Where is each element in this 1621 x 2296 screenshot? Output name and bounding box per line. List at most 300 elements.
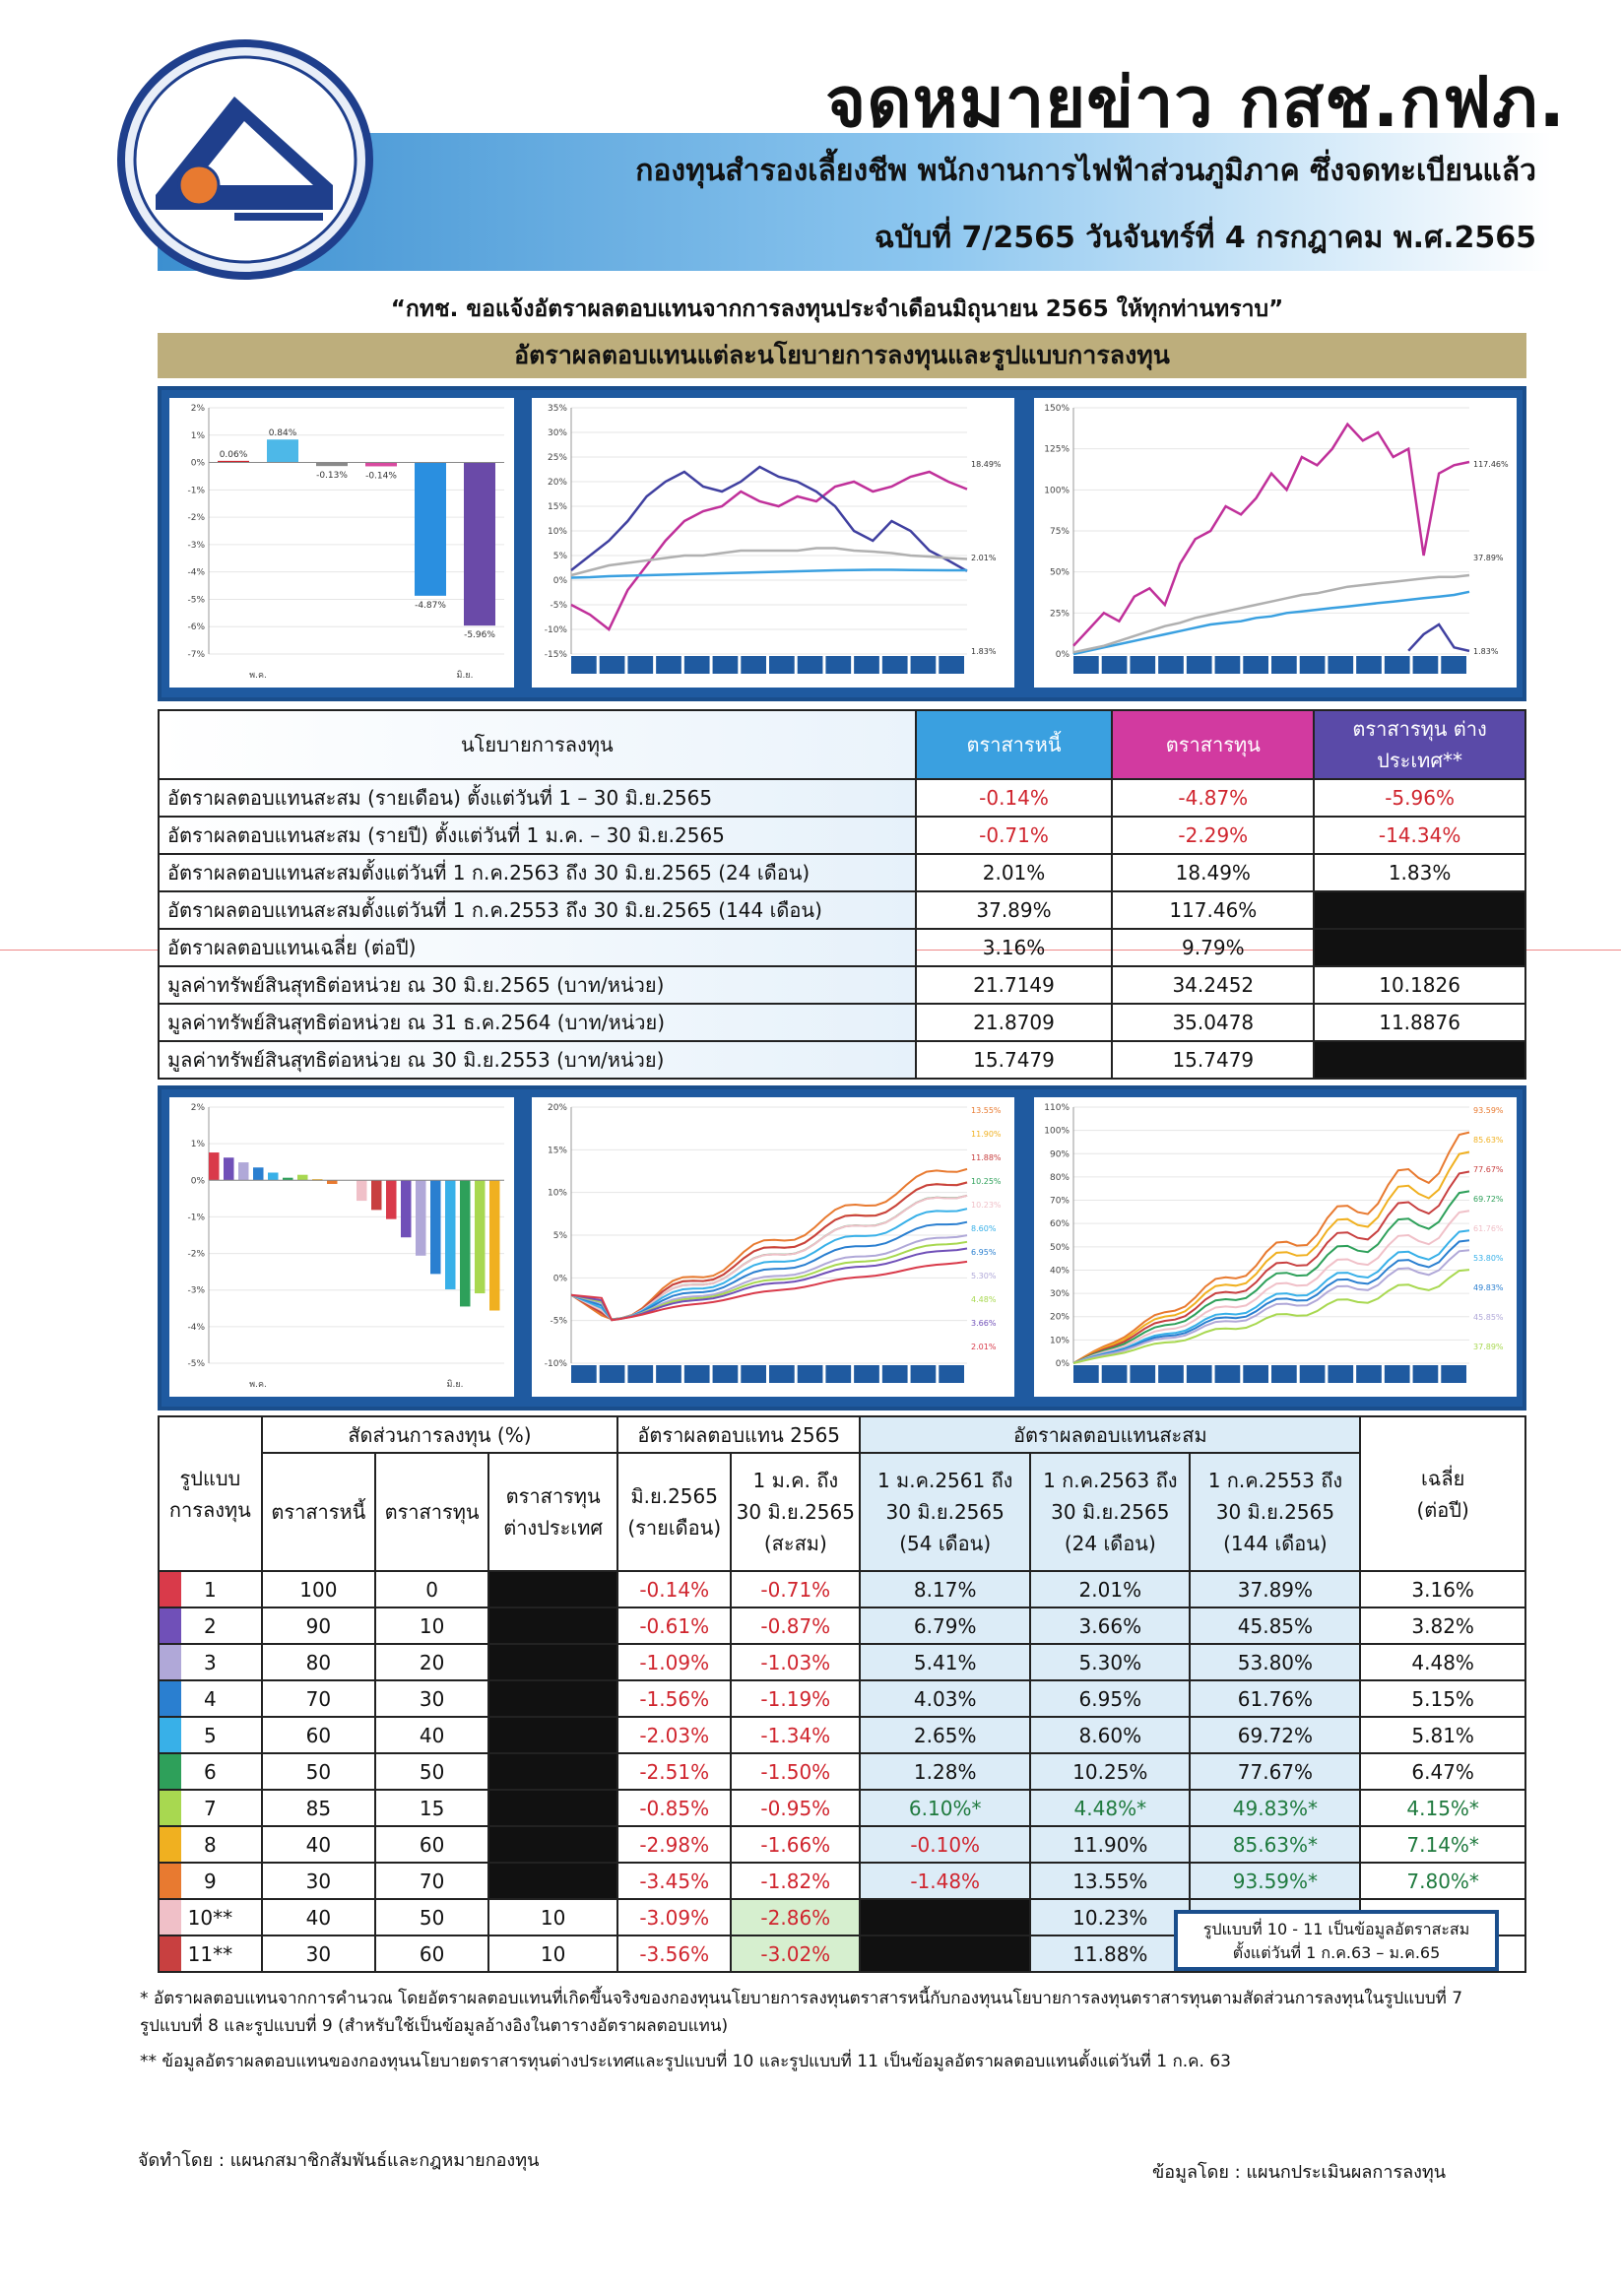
cell-equity: 40 — [375, 1717, 488, 1753]
x-tick-block — [882, 656, 908, 674]
x-tick-block — [939, 1365, 964, 1383]
x-tick-block — [1300, 1365, 1326, 1383]
col-ytd — [731, 1453, 860, 1571]
x-tick-block — [854, 1365, 879, 1383]
model-color-swatch — [160, 1827, 181, 1862]
bar — [445, 1180, 456, 1289]
cell-avg: 7.80%* — [1360, 1863, 1525, 1899]
cell-ytd: -1.34% — [731, 1717, 860, 1753]
table-row — [159, 1790, 1525, 1826]
cell-equity: 70 — [375, 1863, 488, 1899]
note-line-1: รูปแบบที่ 10 - 11 เป็นข้อมูลอัตราสะสม — [1202, 1920, 1470, 1938]
x-tick-block — [825, 1365, 851, 1383]
y-tick-label: 30% — [547, 428, 567, 438]
bar — [357, 1180, 367, 1201]
x-tick-block — [769, 656, 795, 674]
x-tick-block — [1158, 1365, 1184, 1383]
c54-sub: (54 เดือน) — [899, 1532, 992, 1555]
series-line — [1073, 1133, 1469, 1363]
x-tick-block — [600, 656, 625, 674]
model-color-swatch — [160, 1936, 181, 1971]
x-tick-block — [1130, 1365, 1155, 1383]
table-subheader-row — [159, 1453, 1525, 1571]
end-label: 11.88% — [971, 1153, 1002, 1162]
y-tick-label: -5% — [550, 601, 567, 611]
y-tick-label: 35% — [547, 404, 567, 414]
cell-month: -0.85% — [617, 1790, 731, 1826]
cell-c1: -0.14% — [916, 779, 1113, 817]
cell-c2: 15.7479 — [1112, 1041, 1314, 1079]
y-tick-label: -7% — [187, 650, 205, 660]
y-tick-label: 2% — [190, 1103, 205, 1113]
model-header-label: รูปแบบ การลงทุน — [168, 1466, 251, 1522]
cell-equity: 50 — [375, 1753, 488, 1790]
cell-debt: 60 — [262, 1717, 375, 1753]
y-tick-label: 100% — [1044, 1126, 1070, 1137]
end-label: 117.46% — [1473, 460, 1509, 469]
cell-ytd: -3.02% — [731, 1935, 860, 1972]
end-label: 69.72% — [1473, 1195, 1504, 1204]
cell-equity: 60 — [375, 1935, 488, 1972]
cell-cum54: -1.48% — [860, 1863, 1030, 1899]
cell-month: -1.56% — [617, 1680, 731, 1717]
table-row — [159, 1826, 1525, 1863]
cell-month: -2.98% — [617, 1826, 731, 1863]
cell-cum54: 2.65% — [860, 1717, 1030, 1753]
data-label: -0.13% — [316, 471, 348, 482]
row-label: มูลค่าทรัพย์สินสุทธิต่อหน่วย ณ 30 มิ.ย.2565 (บาท/หน่วย) — [159, 966, 916, 1004]
y-tick-label: -4% — [187, 1322, 205, 1333]
x-tick-block — [627, 656, 653, 674]
bar — [416, 1180, 426, 1256]
avg-label: เฉลี่ย — [1420, 1466, 1465, 1490]
x-tick-block — [627, 1365, 653, 1383]
x-tick-block — [656, 1365, 681, 1383]
x-tick-block — [713, 1365, 739, 1383]
table-row — [159, 779, 1525, 817]
cell-cum24: 6.95% — [1030, 1680, 1190, 1717]
y-tick-label: -10% — [544, 1359, 567, 1369]
end-label: 37.89% — [1473, 554, 1504, 562]
x-tick-block — [1102, 656, 1128, 674]
model-returns-table — [158, 1415, 1526, 1973]
x-tick-block — [1243, 656, 1268, 674]
avg-sub: (ต่อปี) — [1416, 1497, 1469, 1522]
cell-c3 — [1314, 891, 1525, 929]
cell-month: -0.14% — [617, 1571, 731, 1607]
cell-equity: 0 — [375, 1571, 488, 1607]
cell-cum54 — [860, 1935, 1030, 1972]
model-color-swatch — [160, 1681, 181, 1716]
x-tick-block — [1271, 1365, 1297, 1383]
c24-sub: (24 เดือน) — [1064, 1532, 1156, 1555]
bar — [297, 1175, 308, 1181]
cell-c1: 37.89% — [916, 891, 1113, 929]
cell-c2: -2.29% — [1112, 817, 1314, 854]
cell-cum24: 10.23% — [1030, 1899, 1190, 1935]
table-row — [159, 929, 1525, 966]
y-tick-label: -1% — [187, 1213, 205, 1223]
model-color-swatch — [160, 1900, 181, 1935]
x-tick-block — [1413, 656, 1439, 674]
x-tick-label: พ.ค. — [249, 1380, 267, 1390]
bar — [365, 463, 397, 467]
y-tick-label: 80% — [1049, 1172, 1070, 1183]
cell-cum54: 6.79% — [860, 1607, 1030, 1644]
col-equity: ตราสารทุน — [1112, 710, 1314, 779]
y-tick-label: -15% — [544, 650, 567, 660]
x-tick-block — [1385, 656, 1410, 674]
col-policy: นโยบายการลงทุน — [159, 710, 916, 779]
col-cum144 — [1190, 1453, 1360, 1571]
cell-c2: 18.49% — [1112, 854, 1314, 891]
y-tick-label: 150% — [1044, 404, 1070, 414]
end-label: 37.89% — [1473, 1343, 1504, 1351]
cell-ytd: -0.87% — [731, 1607, 860, 1644]
x-tick-block — [1073, 656, 1099, 674]
row-label: มูลค่าทรัพย์สินสุทธิต่อหน่วย ณ 30 มิ.ย.2553 (บาท/หน่วย) — [159, 1041, 916, 1079]
cell-month: -1.09% — [617, 1644, 731, 1680]
y-tick-label: 125% — [1044, 444, 1070, 455]
col-cum24 — [1030, 1453, 1190, 1571]
end-label: 2.01% — [971, 554, 997, 562]
x-tick-block — [741, 1365, 766, 1383]
x-tick-block — [1215, 1365, 1241, 1383]
model-color-swatch — [160, 1608, 181, 1643]
col-cum54 — [860, 1453, 1030, 1571]
x-tick-block — [911, 656, 937, 674]
cell-c2: 9.79% — [1112, 929, 1314, 966]
x-tick-block — [1187, 656, 1212, 674]
y-tick-label: 25% — [547, 453, 567, 463]
prepared-by: จัดทำโดย : แผนกสมาชิกสัมพันธ์และกฎหมายกองทุน — [138, 2150, 540, 2171]
table-header-row — [159, 710, 1525, 779]
model-color-swatch — [160, 1864, 181, 1898]
cell-cum54 — [860, 1899, 1030, 1935]
x-tick-block — [1158, 656, 1184, 674]
chart-144m-policy-returns — [1034, 398, 1517, 688]
x-tick-block — [1356, 1365, 1382, 1383]
series-line — [571, 1222, 967, 1320]
bar — [238, 1162, 249, 1180]
footnote-2: ** ข้อมูลอัตราผลตอบแทนของกองทุนนโยบายตราสารทุนต่างประเทศและรูปแบบที่ 10 และรูปแบบที่ 11 เป็นข้อมูลอัตราผลตอบแทนตั้งแต่วันที่ 1 ก.ค. 63 — [140, 2052, 1231, 2071]
table-row — [159, 1680, 1525, 1717]
data-label: -4.87% — [415, 600, 446, 611]
cell-foreign — [488, 1680, 617, 1717]
cell-month: -3.56% — [617, 1935, 731, 1972]
col-avg — [1360, 1416, 1525, 1571]
model-number: 2 — [159, 1607, 262, 1644]
bar — [224, 1157, 234, 1180]
cell-cum144: 45.85% — [1190, 1607, 1360, 1644]
col-debt: ตราสารหนี้ — [916, 710, 1113, 779]
model-number: 7 — [159, 1790, 262, 1826]
cell-cum24: 8.60% — [1030, 1717, 1190, 1753]
table-header-row — [159, 1416, 1525, 1453]
cell-ytd: -0.95% — [731, 1790, 860, 1826]
cell-month: -3.09% — [617, 1899, 731, 1935]
cell-c2: 117.46% — [1112, 891, 1314, 929]
c144-date: 30 มิ.ย.2565 — [1215, 1500, 1335, 1524]
x-tick-block — [713, 656, 739, 674]
series-line — [1073, 1230, 1469, 1363]
y-tick-label: 1% — [190, 1140, 205, 1150]
footnote-1: * อัตราผลตอบแทนจากการคำนวณ โดยอัตราผลตอบแทนที่เกิดขึ้นจริงของกองทุนนโยบายการลงทุนตราสารหนี้กับกองทุนนโยบายการลงทุนตราสารทุนตามสัดส่วนการลงทุนในรูปแบบที่ 7 — [140, 1989, 1463, 2008]
end-label: 77.67% — [1473, 1165, 1504, 1174]
cell-c3: 1.83% — [1314, 854, 1525, 891]
x-tick-block — [1215, 656, 1241, 674]
c54-label: 1 ม.ค.2561 ถึง — [876, 1469, 1013, 1492]
x-tick-block — [684, 656, 710, 674]
table-row — [159, 1004, 1525, 1041]
y-tick-label: 10% — [1049, 1336, 1070, 1346]
table-row — [159, 1753, 1525, 1790]
y-tick-label: 60% — [1049, 1219, 1070, 1230]
col-group-ret2565: อัตราผลตอบแทน 2565 — [617, 1416, 860, 1453]
x-tick-block — [825, 656, 851, 674]
cell-debt: 30 — [262, 1863, 375, 1899]
section-title: อัตราผลตอบแทนแต่ละนโยบายการลงทุนและรูปแบบการลงทุน — [158, 333, 1526, 378]
y-tick-label: -5% — [550, 1316, 567, 1327]
bar — [253, 1167, 264, 1180]
chart-monthly-policy-returns — [169, 398, 514, 688]
y-tick-label: 50% — [1049, 1242, 1070, 1253]
y-tick-label: 70% — [1049, 1196, 1070, 1207]
cell-debt: 85 — [262, 1790, 375, 1826]
cell-debt: 50 — [262, 1753, 375, 1790]
cell-avg: 5.81% — [1360, 1717, 1525, 1753]
end-label: 8.60% — [971, 1224, 997, 1233]
cell-debt: 40 — [262, 1826, 375, 1863]
month-label: มิ.ย.2565 — [630, 1484, 718, 1508]
model-number: 1 — [159, 1571, 262, 1607]
bar — [401, 1180, 412, 1237]
cell-avg: 6.47% — [1360, 1753, 1525, 1790]
series-line — [571, 1249, 967, 1321]
cell-cum24: 3.66% — [1030, 1607, 1190, 1644]
table-row — [159, 1571, 1525, 1607]
cell-foreign — [488, 1790, 617, 1826]
cell-cum24: 11.88% — [1030, 1935, 1190, 1972]
x-tick-block — [939, 656, 964, 674]
c24-label: 1 ก.ค.2563 ถึง — [1043, 1469, 1178, 1492]
x-tick-block — [600, 1365, 625, 1383]
model-color-swatch — [160, 1754, 181, 1789]
y-tick-label: 20% — [547, 1103, 567, 1113]
table-row — [159, 817, 1525, 854]
y-tick-label: 110% — [1044, 1103, 1070, 1113]
y-tick-label: 1% — [190, 430, 205, 441]
cell-ytd: -1.19% — [731, 1680, 860, 1717]
col-group-cum: อัตราผลตอบแทนสะสม — [860, 1416, 1360, 1453]
cell-foreign — [488, 1571, 617, 1607]
x-tick-block — [1243, 1365, 1268, 1383]
y-tick-label: -2% — [187, 1249, 205, 1260]
issue-line: ฉบับที่ 7/2565 วันจันทร์ที่ 4 กรกฎาคม พ.ศ.2565 — [874, 221, 1536, 255]
model-color-swatch — [160, 1791, 181, 1825]
c144-label: 1 ก.ค.2553 ถึง — [1207, 1469, 1343, 1492]
y-tick-label: 25% — [1049, 609, 1070, 620]
row-label: อัตราผลตอบแทนสะสมตั้งแต่วันที่ 1 ก.ค.2563 ถึง 30 มิ.ย.2565 (24 เดือน) — [159, 854, 916, 891]
end-label: 1.83% — [971, 647, 997, 656]
cell-cum144: 49.83%* — [1190, 1790, 1360, 1826]
cell-c3: -14.34% — [1314, 817, 1525, 854]
chart-144m-model-returns — [1034, 1097, 1517, 1397]
x-tick-label: มิ.ย. — [446, 1380, 464, 1390]
footnote-1b: รูปแบบที่ 8 และรูปแบบที่ 9 (สำหรับใช้เป็นข้อมูลอ้างอิงในตารางอัตราผลตอบแทน) — [140, 2016, 729, 2036]
table-row — [159, 854, 1525, 891]
x-tick-block — [571, 1365, 597, 1383]
cell-equity: 15 — [375, 1790, 488, 1826]
cell-cum144: 53.80% — [1190, 1644, 1360, 1680]
cell-cum24: 4.48%* — [1030, 1790, 1190, 1826]
y-tick-label: -5% — [187, 595, 205, 606]
model-number: 9 — [159, 1863, 262, 1899]
y-tick-label: 0% — [190, 1176, 205, 1187]
model-number: 5 — [159, 1717, 262, 1753]
col-model — [159, 1416, 262, 1571]
x-tick-block — [1356, 656, 1382, 674]
x-tick-label: พ.ค. — [249, 671, 267, 681]
y-tick-label: 0% — [552, 1274, 567, 1284]
end-label: 93.59% — [1473, 1106, 1504, 1115]
y-tick-label: 40% — [1049, 1266, 1070, 1277]
cell-equity: 60 — [375, 1826, 488, 1863]
x-tick-block — [882, 1365, 908, 1383]
end-label: 4.48% — [971, 1295, 997, 1304]
data-source: ข้อมูลโดย : แผนกประเมินผลการลงทุน — [1152, 2162, 1447, 2183]
cell-equity: 20 — [375, 1644, 488, 1680]
table-row — [159, 891, 1525, 929]
ytd-sub: (สะสม) — [763, 1532, 827, 1555]
cell-c1: 3.16% — [916, 929, 1113, 966]
model-number: 8 — [159, 1826, 262, 1863]
bar — [209, 1152, 220, 1180]
x-tick-block — [769, 1365, 795, 1383]
cell-cum144: 77.67% — [1190, 1753, 1360, 1790]
cell-debt: 100 — [262, 1571, 375, 1607]
cell-cum24: 2.01% — [1030, 1571, 1190, 1607]
cell-avg: 7.14%* — [1360, 1826, 1525, 1863]
cell-equity: 30 — [375, 1680, 488, 1717]
cell-foreign — [488, 1753, 617, 1790]
y-tick-label: 0% — [1055, 1359, 1070, 1369]
model-color-swatch — [160, 1718, 181, 1752]
month-sub: (รายเดือน) — [627, 1516, 722, 1540]
bar — [268, 1172, 279, 1180]
note-line-2: ตั้งแต่วันที่ 1 ก.ค.63 – ม.ค.65 — [1232, 1943, 1441, 1962]
end-label: 45.85% — [1473, 1313, 1504, 1322]
end-label: 5.30% — [971, 1272, 997, 1280]
col-debt: ตราสารหนี้ — [262, 1453, 375, 1571]
cell-ytd: -1.82% — [731, 1863, 860, 1899]
series-line — [571, 570, 967, 578]
cell-ytd: -1.03% — [731, 1644, 860, 1680]
x-tick-block — [1271, 656, 1297, 674]
model-number: 6 — [159, 1753, 262, 1790]
bar — [386, 1180, 397, 1218]
x-tick-block — [1130, 656, 1155, 674]
cell-debt: 80 — [262, 1644, 375, 1680]
cell-c3: -5.96% — [1314, 779, 1525, 817]
cell-avg: 3.16% — [1360, 1571, 1525, 1607]
cell-c1: -0.71% — [916, 817, 1113, 854]
cell-c1: 15.7479 — [916, 1041, 1113, 1079]
col-equity: ตราสารทุน — [375, 1453, 488, 1571]
x-tick-block — [1441, 656, 1466, 674]
y-tick-label: 0% — [552, 576, 567, 586]
table-row — [159, 1644, 1525, 1680]
bar — [327, 1180, 338, 1184]
page-title: จดหมายข่าว กสช.กฟภ. — [825, 62, 1566, 143]
cell-ytd: -1.66% — [731, 1826, 860, 1863]
cell-ytd: -2.86% — [731, 1899, 860, 1935]
x-tick-block — [911, 1365, 937, 1383]
end-label: 49.83% — [1473, 1283, 1504, 1292]
cell-ytd: -0.71% — [731, 1571, 860, 1607]
end-label: 53.80% — [1473, 1254, 1504, 1263]
cell-equity: 10 — [375, 1607, 488, 1644]
row-label: อัตราผลตอบแทนสะสมตั้งแต่วันที่ 1 ก.ค.2553 ถึง 30 มิ.ย.2565 (144 เดือน) — [159, 891, 916, 929]
cell-avg: 4.15%* — [1360, 1790, 1525, 1826]
cell-debt: 30 — [262, 1935, 375, 1972]
bar — [371, 1180, 382, 1210]
y-tick-label: 2% — [190, 404, 205, 414]
cell-cum54: -0.10% — [860, 1826, 1030, 1863]
bar — [460, 1180, 471, 1306]
model-note-box — [1174, 1910, 1499, 1971]
cell-debt: 40 — [262, 1899, 375, 1935]
chart-24m-model-returns — [532, 1097, 1014, 1397]
table-row — [159, 1041, 1525, 1079]
y-tick-label: 20% — [547, 478, 567, 488]
y-tick-label: 75% — [1049, 527, 1070, 537]
y-tick-label: -2% — [187, 513, 205, 524]
cell-foreign — [488, 1826, 617, 1863]
cell-cum144: 93.59%* — [1190, 1863, 1360, 1899]
table-row — [159, 966, 1525, 1004]
cell-foreign — [488, 1607, 617, 1644]
end-label: 2.01% — [971, 1343, 997, 1351]
bar — [489, 1180, 500, 1310]
x-tick-block — [571, 656, 597, 674]
end-label: 1.83% — [1473, 647, 1499, 656]
end-label: 10.23% — [971, 1201, 1002, 1210]
y-tick-label: 20% — [1049, 1312, 1070, 1323]
bar — [267, 439, 298, 462]
end-label: 18.49% — [971, 460, 1002, 469]
end-label: 10.25% — [971, 1177, 1002, 1186]
data-label: 0.06% — [219, 449, 248, 460]
model-color-swatch — [160, 1645, 181, 1679]
cell-cum54: 4.03% — [860, 1680, 1030, 1717]
cell-equity: 50 — [375, 1899, 488, 1935]
x-tick-block — [1413, 1365, 1439, 1383]
y-tick-label: -3% — [187, 540, 205, 551]
cell-c3: 11.8876 — [1314, 1004, 1525, 1041]
chart-24m-policy-returns — [532, 398, 1014, 688]
row-label: อัตราผลตอบแทนเฉลี่ย (ต่อปี) — [159, 929, 916, 966]
x-tick-block — [1385, 1365, 1410, 1383]
cell-c1: 2.01% — [916, 854, 1113, 891]
chart-monthly-model-returns — [169, 1097, 514, 1397]
c24-date: 30 มิ.ย.2565 — [1051, 1500, 1170, 1524]
policy-returns-table — [158, 709, 1526, 1080]
x-tick-block — [798, 656, 823, 674]
y-tick-label: -1% — [187, 486, 205, 496]
x-tick-block — [656, 656, 681, 674]
x-tick-block — [1300, 656, 1326, 674]
